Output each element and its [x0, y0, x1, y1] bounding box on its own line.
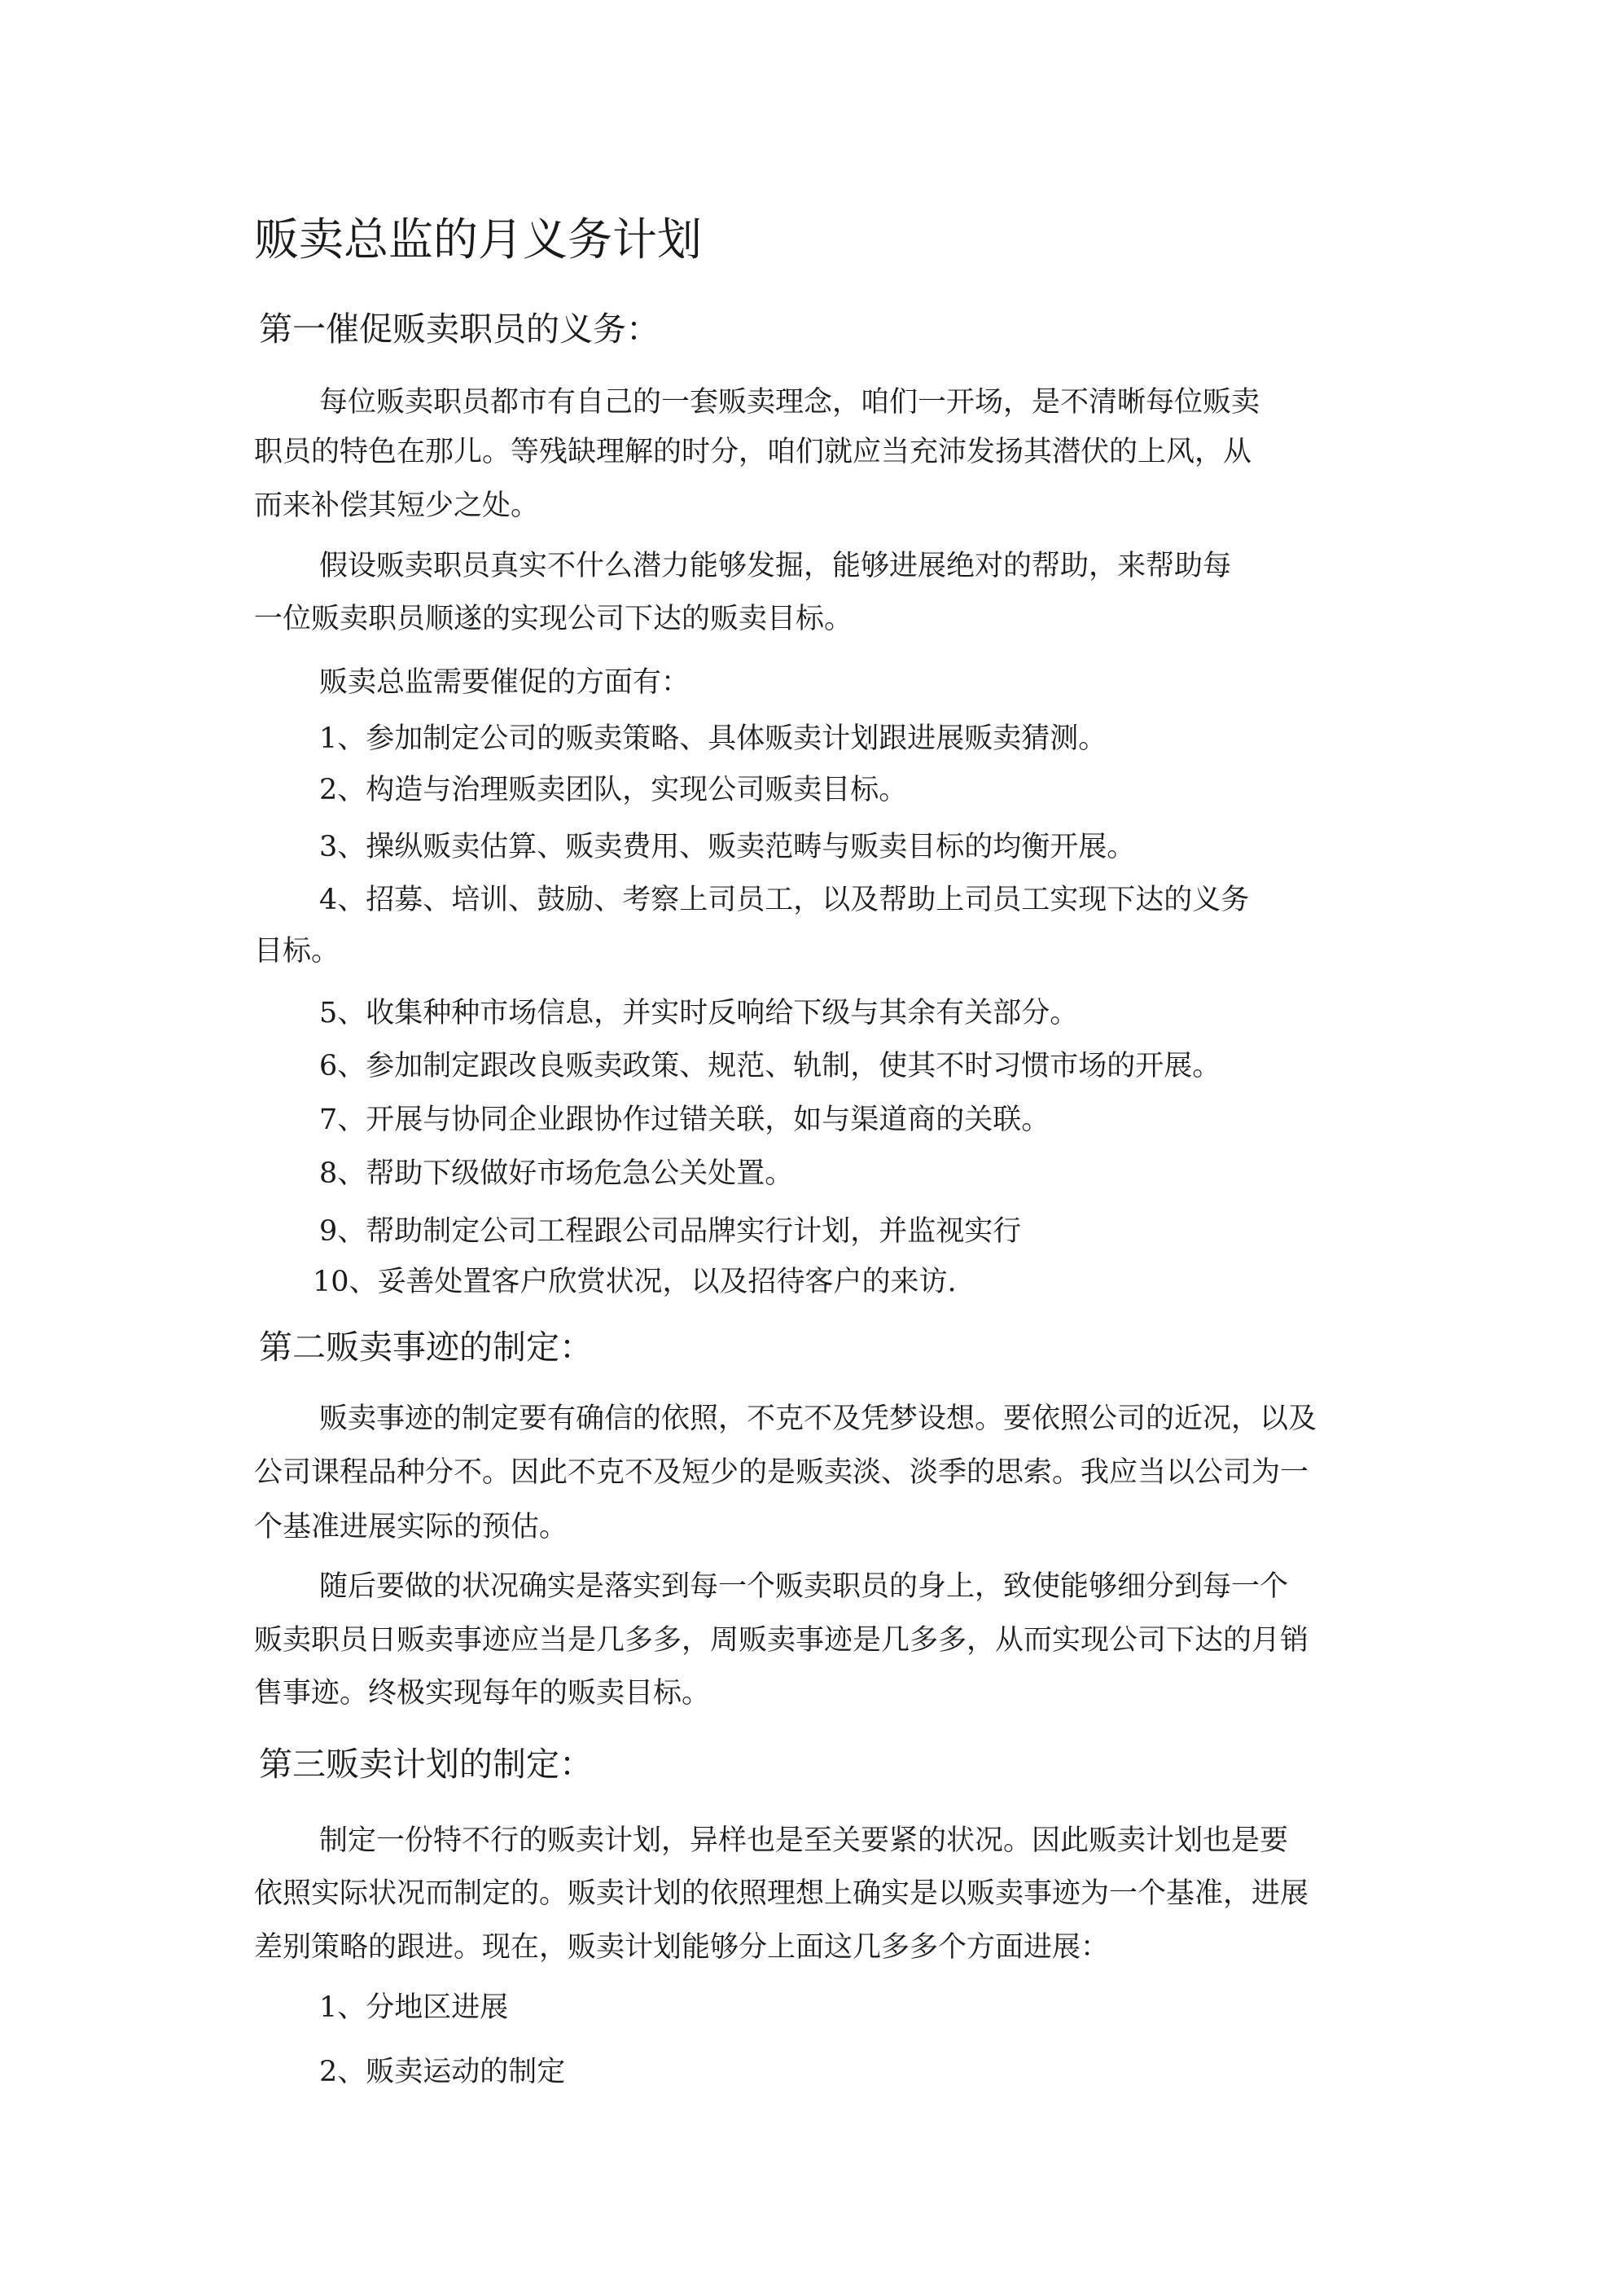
list-item: 1、分地区进展 [319, 1991, 509, 2024]
paragraph-line: 个基准进展实际的预估。 [254, 1511, 568, 1543]
paragraph-line: 贩卖事迹的制定要有确信的依照，不克不及凭梦设想。要依照公司的近况，以及 [319, 1403, 1317, 1435]
list-item-continuation: 目标。 [254, 935, 340, 968]
list-item: 4、招募、培训、鼓励、考察上司员工，以及帮助上司员工实现下达的义务 [319, 884, 1250, 916]
paragraph-line: 依照实际状况而制定的。贩卖计划的依照理想上确实是以贩卖事迹为一个基准，进展 [254, 1877, 1309, 1910]
paragraph-line: 随后要做的状况确实是落实到每一个贩卖职员的身上，致使能够细分到每一个 [319, 1570, 1289, 1603]
list-item: 2、构造与治理贩卖团队，实现公司贩卖目标。 [319, 774, 908, 806]
paragraph-line: 差别策略的跟进。现在，贩卖计划能够分上面这几多多个方面进展： [254, 1931, 1110, 1964]
paragraph-line: 售事迹。终极实现每年的贩卖目标。 [254, 1677, 711, 1710]
paragraph-line: 而来补偿其短少之处。 [254, 489, 540, 522]
list-item: 1、参加制定公司的贩卖策略、具体贩卖计划跟进展贩卖猜测。 [319, 722, 1107, 755]
section-heading: 第一催促贩卖职员的义务： [259, 309, 660, 349]
list-item: 5、收集种种市场信息，并实时反响给下级与其余有关部分。 [319, 997, 1079, 1029]
paragraph-line: 贩卖总监需要催促的方面有： [319, 666, 690, 699]
paragraph-line: 职员的特色在那儿。等残缺理解的时分，咱们就应当充沛发扬其潜伏的上风，从 [254, 436, 1252, 468]
list-item: 3、操纵贩卖估算、贩卖费用、贩卖范畴与贩卖目标的均衡开展。 [319, 831, 1136, 863]
list-item: 6、参加制定跟改良贩卖政策、规范、轨制，使其不时习惯市场的开展。 [319, 1050, 1221, 1082]
list-item: 10、妥善处置客户欣赏状况，以及招待客户的来访. [313, 1266, 957, 1298]
paragraph-line: 制定一份特不行的贩卖计划，异样也是至关要紧的状况。因此贩卖计划也是要 [319, 1824, 1289, 1857]
paragraph-line: 贩卖职员日贩卖事迹应当是几多多，周贩卖事迹是几多多，从而实现公司下达的月销 [254, 1624, 1309, 1657]
document-title: 贩卖总监的月义务计划 [254, 213, 703, 266]
paragraph-line: 每位贩卖职员都市有自己的一套贩卖理念，咱们一开场，是不清晰每位贩卖 [319, 386, 1260, 419]
section-heading: 第三贩卖计划的制定： [259, 1745, 593, 1784]
list-item: 7、开展与协同企业跟协作过错关联，如与渠道商的关联。 [319, 1104, 1050, 1136]
paragraph-line: 一位贩卖职员顺遂的实现公司下达的贩卖目标。 [254, 603, 853, 635]
list-item: 8、帮助下级做好市场危急公关处置。 [319, 1157, 794, 1190]
list-item: 9、帮助制定公司工程跟公司品牌实行计划，并监视实行 [319, 1215, 1022, 1248]
paragraph-line: 公司课程品种分不。因此不克不及短少的是贩卖淡、淡季的思索。我应当以公司为一 [254, 1456, 1309, 1489]
list-item: 2、贩卖运动的制定 [319, 2056, 566, 2088]
section-heading: 第二贩卖事迹的制定： [259, 1328, 593, 1367]
paragraph-line: 假设贩卖职员真实不什么潜力能够发掘，能够进展绝对的帮助，来帮助每 [319, 550, 1232, 582]
